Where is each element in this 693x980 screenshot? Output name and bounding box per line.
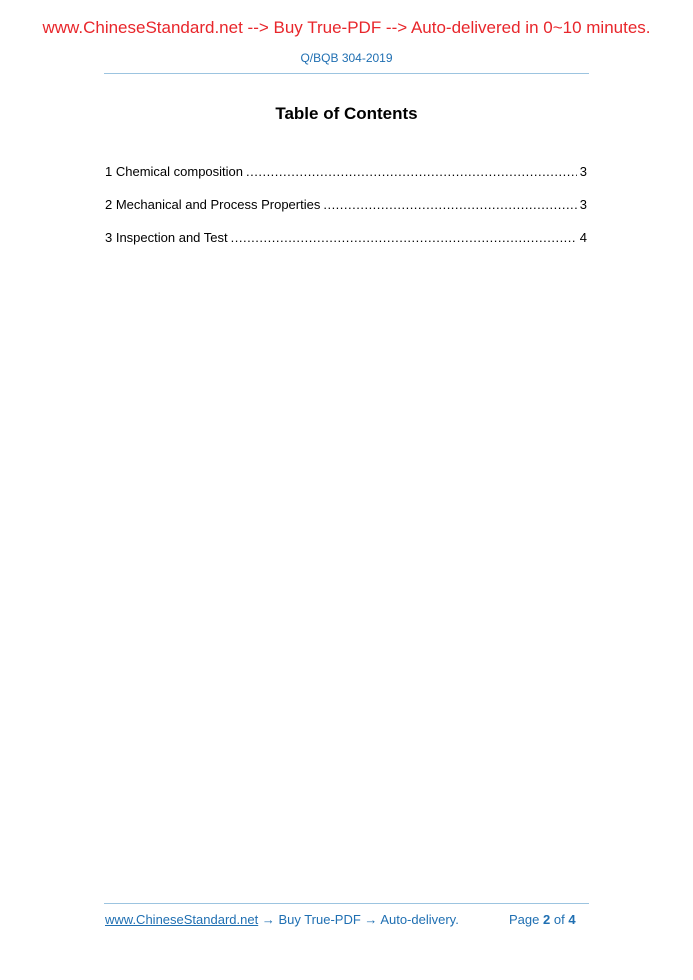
page-label: Page [509,912,540,927]
toc-list [105,164,587,263]
toc-entry-page: 4 [579,230,587,245]
toc-entry-mechanical-properties[interactable] [105,197,587,213]
footer-buy-text: Buy True-PDF [278,912,361,927]
promo-banner[interactable]: www.ChineseStandard.net --> Buy True-PDF --> Auto-delivered in 0~10 minutes. [42,18,651,37]
footer-promo [105,912,459,927]
toc-dot-leader [246,164,577,180]
header-divider [104,73,589,74]
toc-entry-label: 3 Inspection and Test [105,230,228,245]
footer-delivery-text: Auto-delivery. [380,912,459,927]
page-total: 4 [568,912,576,927]
document-code: Q/BQB 304-2019 [300,51,393,65]
toc-entry-page: 3 [579,164,587,179]
toc-entry-page: 3 [579,197,587,212]
arrow-right-icon: → [360,912,381,927]
toc-entry-inspection-test[interactable] [105,230,587,246]
toc-dot-leader [231,230,577,246]
arrow-right-icon: → [258,912,279,927]
page-indicator [509,912,576,927]
footer-divider [104,903,589,904]
toc-entry-chemical-composition[interactable] [105,164,587,180]
toc-entry-label: 2 Mechanical and Process Properties [105,197,321,212]
toc-dot-leader [323,197,576,213]
page-current: 2 [543,912,551,927]
toc-entry-label: 1 Chemical composition [105,164,244,179]
footer-site-link[interactable]: www.ChineseStandard.net [105,912,259,927]
page-of: of [553,912,565,927]
toc-title: Table of Contents [275,104,418,123]
